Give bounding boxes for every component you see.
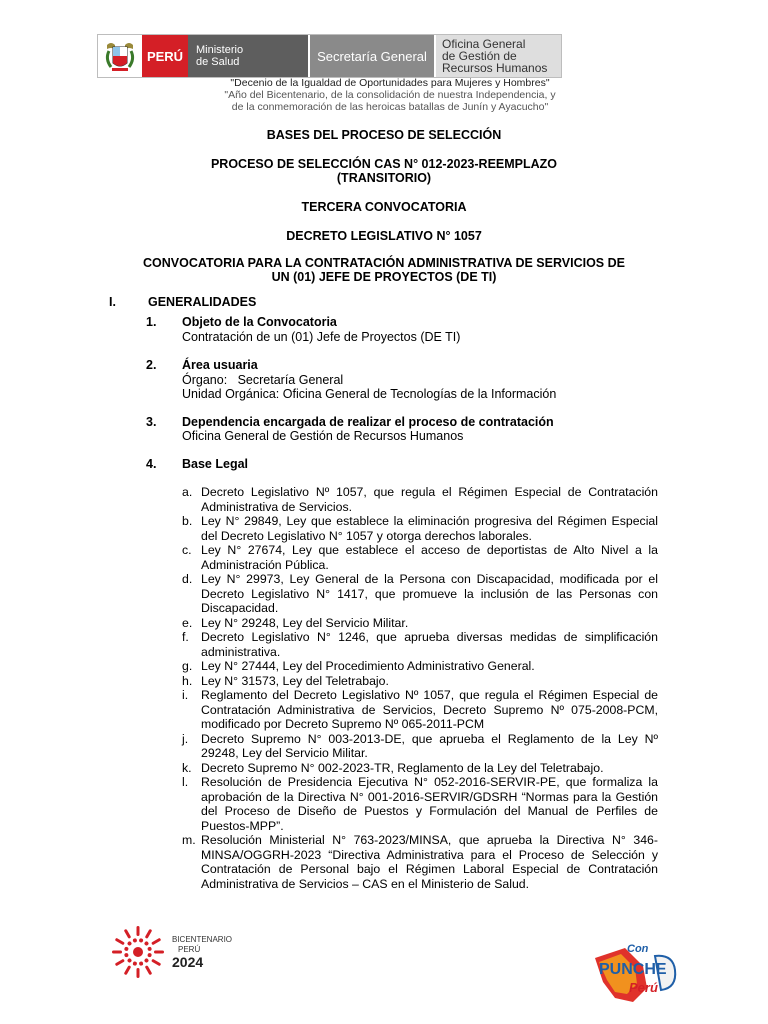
con-punche-peru-logo: [585, 938, 685, 1013]
punche-word: PUNCHE: [599, 961, 667, 978]
list-item-letter: i.: [182, 688, 189, 702]
list-item-text: Ley N° 27674, Ley que establece el acceso de deportistas de Alto Nivel a la Administración Pública.: [201, 543, 658, 572]
list-item: [182, 674, 658, 689]
section-title: GENERALIDADES: [148, 295, 257, 309]
base-legal-list: [182, 485, 658, 891]
list-item: [182, 630, 658, 659]
punche-peru: Perú: [629, 980, 658, 995]
list-item: [182, 761, 658, 776]
list-item-text: Decreto Supremo N° 003-2013-DE, que aprueba el Reglamento de la Ley Nº 29248, Ley del Servicio Militar.: [201, 731, 658, 760]
bicentenario-logo: [108, 922, 232, 982]
bicentenario-text: [172, 935, 232, 970]
list-item: [182, 688, 658, 732]
decreto-title: DECRETO LEGISLATIVO N° 1057: [286, 229, 482, 243]
proceso-title-line-1: PROCESO DE SELECCIÓN CAS N° 012-2023-REEMPLAZO: [210, 157, 558, 171]
list-item: [182, 659, 658, 674]
proceso-title-line-2: (TRANSITORIO): [336, 171, 432, 185]
list-item-letter: l.: [182, 775, 189, 789]
bicentenario-sun-icon: [108, 922, 168, 982]
item-2-line-2: Unidad Orgánica: Oficina General de Tecnologías de la Información: [182, 387, 557, 401]
list-item-letter: j.: [182, 731, 189, 746]
item-2-number: 2.: [146, 358, 157, 372]
oficina-line-2: de Gestión de: [442, 49, 517, 63]
list-item-letter: m.: [182, 833, 196, 847]
list-item: [182, 833, 658, 891]
oficina-label: [434, 35, 561, 77]
list-item-text: Ley N° 29849, Ley que establece la eliminación progresiva del Régimen Especial del Decreto Legislativo N° 1057 y otorga derechos laborales.: [201, 514, 658, 543]
list-item-letter: k.: [182, 760, 192, 775]
item-3-line-1: Oficina General de Gestión de Recursos Humanos: [182, 429, 464, 443]
list-item: [182, 485, 658, 514]
oficina-line-1: Oficina General: [442, 37, 526, 51]
header-banner: [97, 34, 562, 78]
item-1-title: Objeto de la Convocatoria: [182, 315, 337, 329]
list-item: [182, 572, 658, 616]
item-2-title: Área usuaria: [182, 358, 258, 372]
oficina-line-3: Recursos Humanos: [442, 61, 548, 75]
list-item-letter: c.: [182, 543, 192, 557]
bicentenario-peru: PERÚ: [178, 944, 201, 954]
list-item-text: Decreto Legislativo N° 1246, que aprueba diversas medidas de simplificación administrativa.: [201, 630, 658, 659]
list-item-text: Decreto Supremo N° 002-2023-TR, Reglamento de la Ley del Teletrabajo.: [201, 760, 604, 775]
list-item-text: Decreto Legislativo Nº 1057, que regula el Régimen Especial de Contratación Administrativa de Servicios.: [201, 485, 658, 514]
item-3-title: Dependencia encargada de realizar el proceso de contratación: [182, 415, 554, 429]
list-item: [182, 775, 658, 833]
bicentenario-label: BICENTENARIO: [172, 934, 233, 944]
item-4-number: 4.: [146, 457, 157, 471]
peru-label: PERÚ: [142, 35, 188, 77]
list-item: [182, 543, 658, 572]
convocatoria-title: TERCERA CONVOCATORIA: [301, 200, 467, 214]
list-item-letter: g.: [182, 659, 193, 673]
coat-of-arms-icon: [98, 35, 142, 77]
motto-decenio: "Decenio de la Igualdad de Oportunidades para Mujeres y Hombres": [230, 77, 550, 89]
list-item-letter: f.: [182, 630, 189, 644]
list-item-letter: e.: [182, 615, 193, 630]
cas-title-line-1: CONVOCATORIA PARA LA CONTRATACIÓN ADMINISTRATIVA DE SERVICIOS DE: [143, 256, 625, 270]
item-2-line-1: Órgano: Secretaría General: [182, 373, 344, 387]
list-item-text: Ley N° 31573, Ley del Teletrabajo.: [201, 673, 389, 688]
motto-anio-line-2: de la conmemoración de las heroicas batallas de Junín y Ayacucho": [231, 101, 549, 113]
secretaria-label: Secretaría General: [308, 35, 434, 77]
motto-anio-line-1: "Año del Bicentenario, de la consolidación de nuestra Independencia, y: [224, 89, 556, 101]
list-item-letter: d.: [182, 572, 193, 586]
item-3-number: 3.: [146, 415, 157, 429]
list-item-letter: a.: [182, 485, 193, 499]
section-numeral: I.: [109, 295, 116, 309]
list-item-text: Ley N° 27444, Ley del Procedimiento Administrativo General.: [201, 659, 535, 673]
bicentenario-year: 2024: [172, 953, 204, 970]
item-1-line-1: Contratación de un (01) Jefe de Proyectos (DE TI): [182, 330, 461, 344]
list-item-text: Resolución de Presidencia Ejecutiva N° 052-2016-SERVIR-PE, que formaliza la aprobación de la Directiva N° 001-2016-SERVIR/GDSRH “Normas para la Gestión del Proceso de Diseño de Puestos y Formulación del Manual de Perfiles de Puestos-MPP”.: [201, 775, 658, 833]
ministerio-line-2: de Salud: [196, 56, 240, 68]
list-item-text: Ley N° 29973, Ley General de la Persona con Discapacidad, modificada por el Decreto Legislativo N° 1417, que promueve la inclusión de las Personas con Discapacidad.: [201, 572, 658, 615]
list-item: [182, 514, 658, 543]
punche-con: Con: [627, 943, 649, 955]
ministerio-label: [188, 35, 308, 77]
list-item: [182, 732, 658, 761]
item-4-title: Base Legal: [182, 457, 249, 471]
list-item-text: Resolución Ministerial N° 763-2023/MINSA, que aprueba la Directiva N° 346-MINSA/OGGRH-2023 “Directiva Administrativa para el Proceso de Selección y Contratación de Personal bajo el Régimen Laboral Especial de Contratación Administrativa de Servicios – CAS en el Ministerio de Salud.: [201, 833, 658, 891]
mottos: [180, 77, 600, 113]
list-item-letter: h.: [182, 673, 193, 688]
list-item: [182, 616, 658, 631]
list-item-letter: b.: [182, 514, 193, 528]
list-item-text: Reglamento del Decreto Legislativo Nº 1057, que regula el Régimen Especial de Contratación Administrativa de Servicios, Decreto Supremo Nº 075-2008-PCM, modificado por Decreto Supremo Nº 065-2011-PCM: [201, 688, 658, 731]
bases-title: BASES DEL PROCESO DE SELECCIÓN: [266, 128, 502, 142]
item-1-number: 1.: [146, 315, 157, 329]
cas-title-line-2: UN (01) JEFE DE PROYECTOS (DE TI): [271, 270, 497, 284]
list-item-text: Ley N° 29248, Ley del Servicio Militar.: [201, 615, 409, 630]
ministerio-line-1: Ministerio: [196, 44, 244, 56]
